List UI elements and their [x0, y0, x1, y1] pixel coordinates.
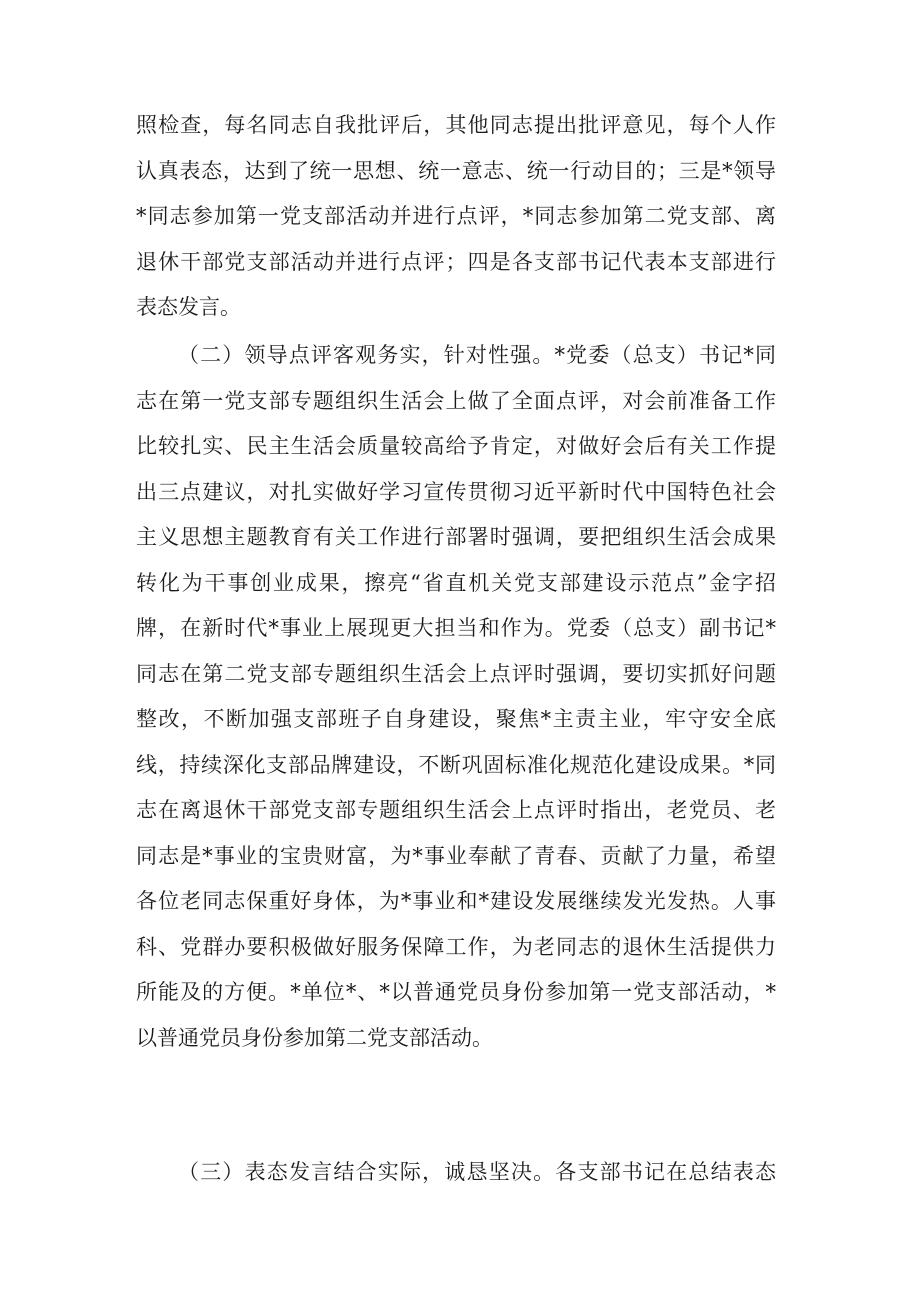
paragraph-leader-comments: [136, 333, 776, 1061]
text-line: 退休干部党支部活动并进行点评；四是各支部书记代表本支部进行: [136, 249, 776, 274]
text-line: 各位老同志保重好身体，为*事业和*建设发展继续发光发热。人事: [136, 889, 776, 913]
text-line: 表态发言。: [136, 295, 241, 319]
text-line: 转化为干事创业成果，擦亮“省直机关党支部建设示范点”金字招: [136, 570, 776, 595]
paragraph-statements: [136, 1150, 776, 1196]
text-line: 照检查，每名同志自我批评后，其他同志提出批评意见，每个人作: [136, 113, 776, 137]
text-line: 出三点建议，对扎实做好学习宣传贯彻习近平新时代中国特色社会: [136, 479, 776, 504]
text-line: 科、党群办要积极做好服务保障工作，为老同志的退休生活提供力: [136, 934, 776, 959]
text-line: *同志参加第一党支部活动并进行点评，*同志参加第二党支部、离: [136, 204, 776, 228]
text-line: 同志是*事业的宝贵财富，为*事业奉献了青春、贡献了力量，希望: [136, 843, 776, 868]
text-line: 牌，在新时代*事业上展现更大担当和作为。党委（总支）副书记*: [136, 616, 776, 640]
text-line: 主义思想主题教育有关工作进行部署时强调，要把组织生活会成果: [136, 525, 776, 549]
text-line: 同志在第二党支部专题组织生活会上点评时强调，要切实抓好问题: [136, 661, 776, 686]
text-line: 认真表态，达到了统一思想、统一意志、统一行动目的；三是*领导: [136, 158, 776, 183]
text-line: 比较扎实、民主生活会质量较高给予肯定，对做好会后有关工作提: [136, 434, 776, 458]
text-line: 线，持续深化支部品牌建设，不断巩固标准化规范化建设成果。*同: [136, 752, 776, 777]
text-line: 所能及的方便。*单位*、*以普通党员身份参加第一党支部活动，*: [136, 980, 776, 1004]
text-line: 志在离退休干部党支部专题组织生活会上点评时指出，老党员、老: [136, 798, 776, 822]
text-line: 整改，不断加强支部班子自身建设，聚焦*主责主业，牢守安全底: [136, 707, 776, 731]
paragraph-self-criticism-continuation: [136, 103, 776, 331]
section-heading-line: （二）领导点评客观务实，针对性强。*党委（总支）书记*同: [178, 343, 776, 367]
text-line: 志在第一党支部专题组织生活会上做了全面点评，对会前准备工作: [136, 388, 776, 413]
text-line: 以普通党员身份参加第二党支部活动。: [136, 1025, 493, 1050]
section-heading-line: （三）表态发言结合实际，诚恳坚决。各支部书记在总结表态: [178, 1160, 776, 1184]
